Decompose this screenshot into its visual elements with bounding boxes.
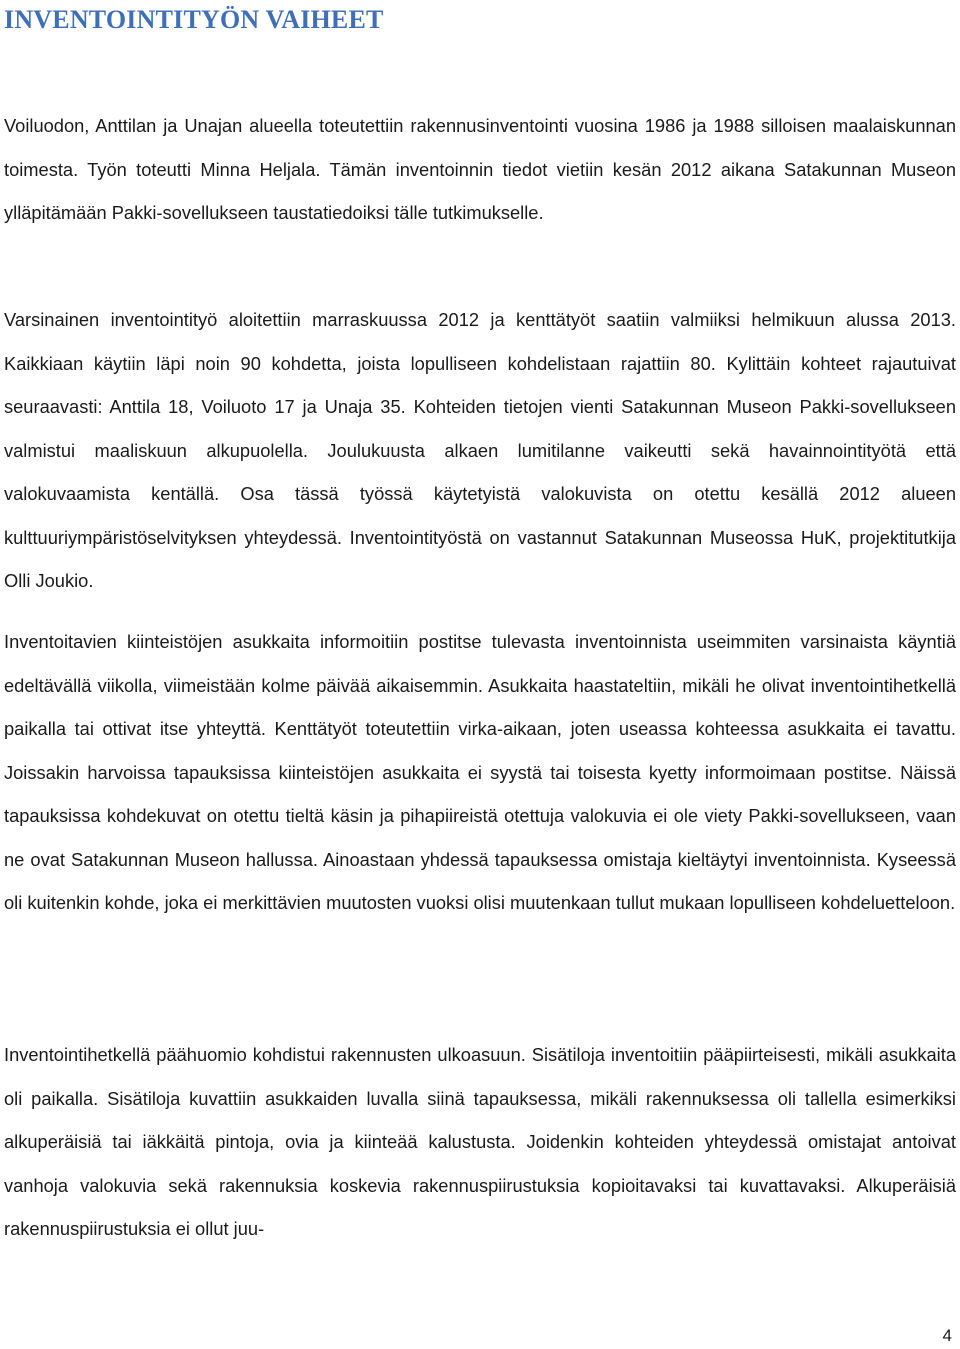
paragraph-fieldwork: Varsinainen inventointityö aloitettiin marraskuussa 2012 ja kenttätyöt saatiin valmiiksi helmikuun alussa 2013. Kaikkiaan käytiin läpi noin 90 kohdetta, joista lopulliseen kohdelistaan rajattiin 80. Kylittäin kohteet rajautuivat seuraavasti: Anttila 18, Voiluoto 17 ja Unaja 35. Kohteiden tietojen vienti Satakunnan Museon Pakki-sovellukseen valmistui maaliskuun alkupuolella. Joulukuusta alkaen lumitilanne vaikeutti sekä havainnointityötä että valokuvaamista kentällä. Osa tässä työssä käytetyistä valokuvista on otettu kesällä 2012 alueen kulttuuriympäristöselvityksen yhteydessä. Inventointityöstä on vastannut Satakunnan Museossa HuK, projektitutkija Olli Joukio.	[4, 309, 956, 591]
paragraph-residents: Inventoitavien kiinteistöjen asukkaita informoitiin postitse tulevasta inventoinnista useimmiten varsinaista käyntiä edeltävällä viikolla, viimeistään kolme päivää aikaisemmin. Asukkaita haastateltiin, mikäli he olivat inventointihetkellä paikalla tai ottivat itse yhteyttä. Kenttätyöt toteutettiin virka-aikaan, joten useassa kohteessa asukkaita ei tavattu. Joissakin harvoissa tapauksissa kiinteistöjen asukkaita ei syystä tai toisesta kyetty informoimaan postitse. Näissä tapauksissa kohdekuvat on otettu tieltä käsin ja pihapiireistä otettuja valokuvia ei ole viety Pakki-sovellukseen, vaan ne ovat Satakunnan Museon hallussa. Ainoastaan yhdessä tapauksessa omistaja kieltäytyi inventoinnista. Kyseessä oli kuitenkin kohde, joka ei merkittävien muutosten vuoksi olisi muutenkaan tullut mukaan lopulliseen kohdeluetteloon.	[4, 631, 956, 913]
paragraph-background: Voiluodon, Anttilan ja Unajan alueella toteutettiin rakennusinventointi vuosina 1986 ja 1988 silloisen maalaiskunnan toimesta. Työn toteutti Minna Heljala. Tämän inventoinnin tiedot vietiin kesän 2012 aikana Satakunnan Museon ylläpitämään Pakki-sovellukseen taustatiedoiksi tälle tutkimukselle.	[4, 115, 956, 223]
page-number: 4	[942, 1326, 952, 1345]
page-heading: INVENTOINTITYÖN VAIHEET	[4, 5, 384, 34]
paragraph-interiors: Inventointihetkellä päähuomio kohdistui rakennusten ulkoasuun. Sisätiloja inventoitiin pääpiirteisesti, mikäli asukkaita oli paikalla. Sisätiloja kuvattiin asukkaiden luvalla siinä tapauksessa, mikäli rakennuksessa oli tallella esimerkiksi alkuperäisiä tai iäkkäitä pintoja, ovia ja kiinteää kalustusta. Joidenkin kohteiden yhteydessä omistajat antoivat vanhoja valokuvia sekä rakennuksia koskevia rakennuspiirustuksia kopioitavaksi tai kuvattavaksi. Alkuperäisiä rakennuspiirustuksia ei ollut juu-	[4, 1044, 956, 1239]
